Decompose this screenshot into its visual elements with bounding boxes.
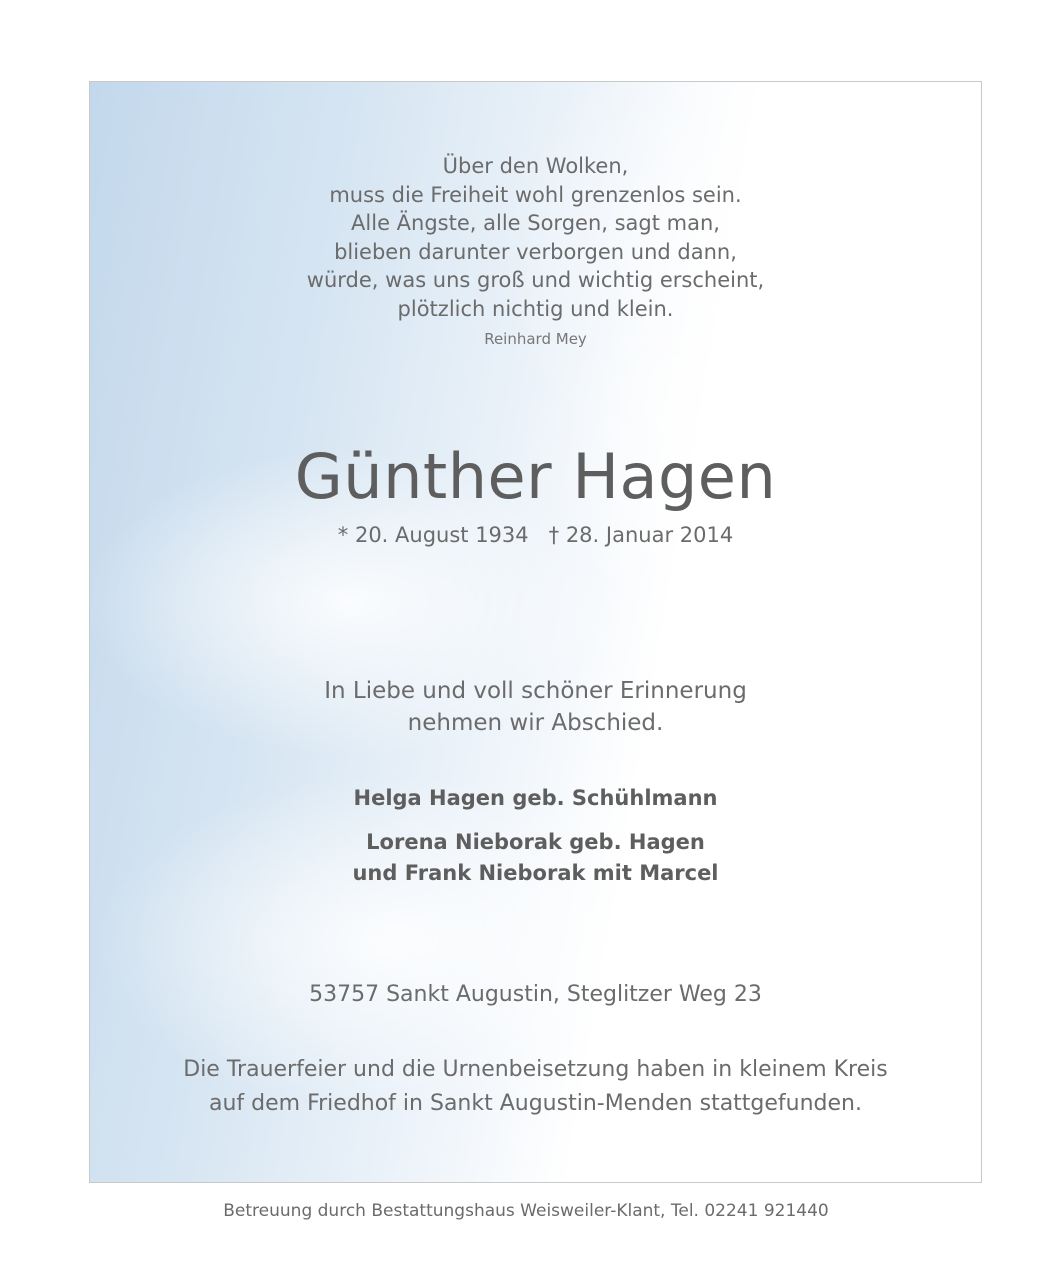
poem-author: Reinhard Mey — [484, 330, 587, 348]
poem-line: blieben darunter verborgen und dann, — [334, 239, 737, 264]
address: 53757 Sankt Augustin, Steglitzer Weg 23 — [309, 982, 762, 1007]
poem-line: muss die Freiheit wohl grenzenlos sein. — [329, 182, 742, 207]
deceased-name: Günther Hagen — [294, 440, 777, 513]
farewell-line: In Liebe und voll schöner Erinnerung — [324, 678, 747, 704]
notice-line: auf dem Friedhof in Sankt Augustin-Menden stattgefunden. — [208, 1091, 862, 1116]
poem-line: Über den Wolken, — [442, 154, 629, 178]
poem-line: würde, was uns groß und wichtig erscheint, — [306, 268, 765, 292]
death-date: † 28. Januar 2014 — [548, 523, 734, 547]
poem-line: plötzlich nichtig und klein. — [397, 296, 674, 321]
notice-line: Die Trauerfeier und die Urnenbeisetzung haben in kleinem Kreis — [183, 1057, 888, 1082]
poem — [90, 152, 981, 323]
footer-credit: Betreuung durch Bestattungshaus Weisweiler-Klant, Tel. 02241 921440 — [223, 1201, 829, 1221]
family-member: Helga Hagen geb. Schühlmann — [353, 786, 718, 810]
family-line: Lorena Nieborak geb. Hagen — [366, 830, 705, 854]
family-line: und Frank Nieborak mit Marcel — [352, 861, 719, 885]
life-dates — [90, 523, 981, 547]
funeral-notice — [90, 1053, 981, 1121]
birth-date: * 20. August 1934 — [337, 523, 529, 547]
farewell-line: nehmen wir Abschied. — [407, 710, 664, 736]
farewell-text — [90, 675, 981, 739]
obituary-card — [89, 81, 982, 1183]
family-members — [90, 827, 981, 889]
poem-line: Alle Ängste, alle Sorgen, sagt man, — [351, 211, 720, 235]
